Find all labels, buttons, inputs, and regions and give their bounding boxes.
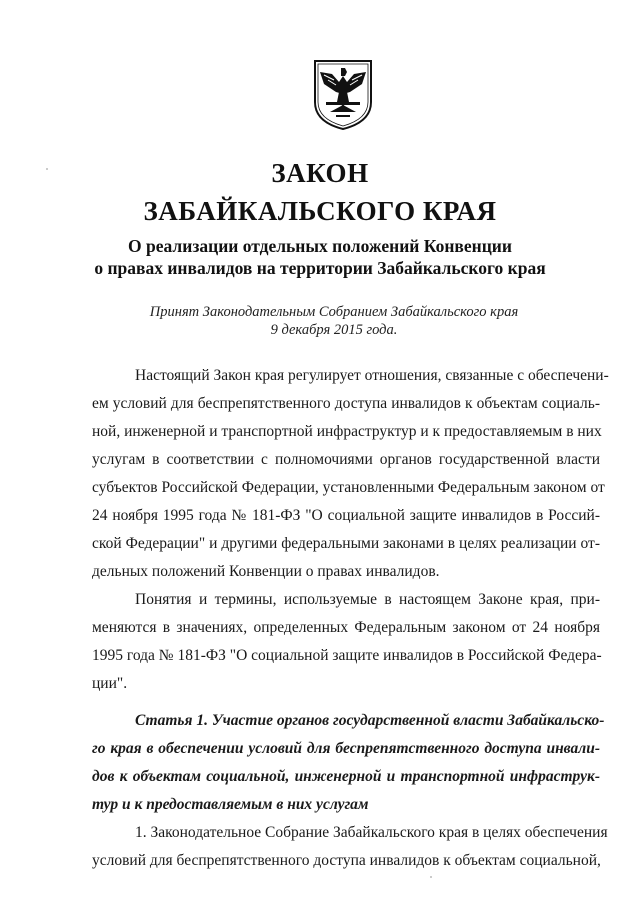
paragraph-line: ной, инженерной и транспортной инфраструктур и к предоставляемым в них <box>92 423 602 440</box>
adoption-note: Принят Законодательным Собранием Забайкальского края <box>149 304 519 320</box>
paragraph-line: дельных положений Конвенции о правах инвалидов. <box>92 563 440 580</box>
paragraph-line: Настоящий Закон края регулирует отношения, связанные с обеспечени- <box>135 367 609 384</box>
paragraph-line: условий для беспрепятственного доступа инвалидов к объектам социальной, <box>92 852 601 869</box>
article-heading: Статья 1. Участие органов государственной власти Забайкальско- <box>135 712 605 729</box>
adoption-date: 9 декабря 2015 года. <box>270 322 398 338</box>
paragraph-line: 1. Законодательное Собрание Забайкальского края в целях обеспечения <box>135 824 608 841</box>
paragraph-line: Понятия и термины, используемые в настоящем Законе края, при- <box>135 591 600 608</box>
paragraph-line: 1995 года № 181-ФЗ "О социальной защите инвалидов в Российской Федера- <box>92 647 602 664</box>
document-subtitle: О реализации отдельных положений Конвенции <box>128 236 512 256</box>
document-title-region: ЗАБАЙКАЛЬСКОГО КРАЯ <box>143 196 497 226</box>
article-heading: дов к объектам социальной, инженерной и транспортной инфраструк- <box>92 768 600 785</box>
scan-speck <box>430 876 432 878</box>
paragraph-line: ции". <box>92 675 128 692</box>
paragraph-line: субъектов Российской Федерации, установленными Федеральным законом от <box>92 479 605 496</box>
document-title: ЗАКОН <box>271 158 369 188</box>
article-heading: тур и к предоставляемым в них услугам <box>92 796 369 813</box>
paragraph-line: меняются в значениях, определенных Федеральным законом от 24 ноября <box>92 619 600 636</box>
paragraph-line: ем условий для беспрепятственного доступа инвалидов к объектам социаль- <box>92 395 600 412</box>
article-heading: го края в обеспечении условий для беспрепятственного доступа инвали- <box>92 740 600 757</box>
paragraph-line: 24 ноября 1995 года № 181-ФЗ "О социальной защите инвалидов в Россий- <box>92 507 600 524</box>
scan-speck <box>46 168 48 170</box>
paragraph-line: услугам в соответствии с полномочиями органов государственной власти <box>92 451 600 468</box>
coat-of-arms-icon <box>312 58 374 132</box>
paragraph-line: ской Федерации" и другими федеральными законами в целях реализации от- <box>92 535 600 552</box>
document-subtitle: о правах инвалидов на территории Забайкальского края <box>94 258 546 278</box>
